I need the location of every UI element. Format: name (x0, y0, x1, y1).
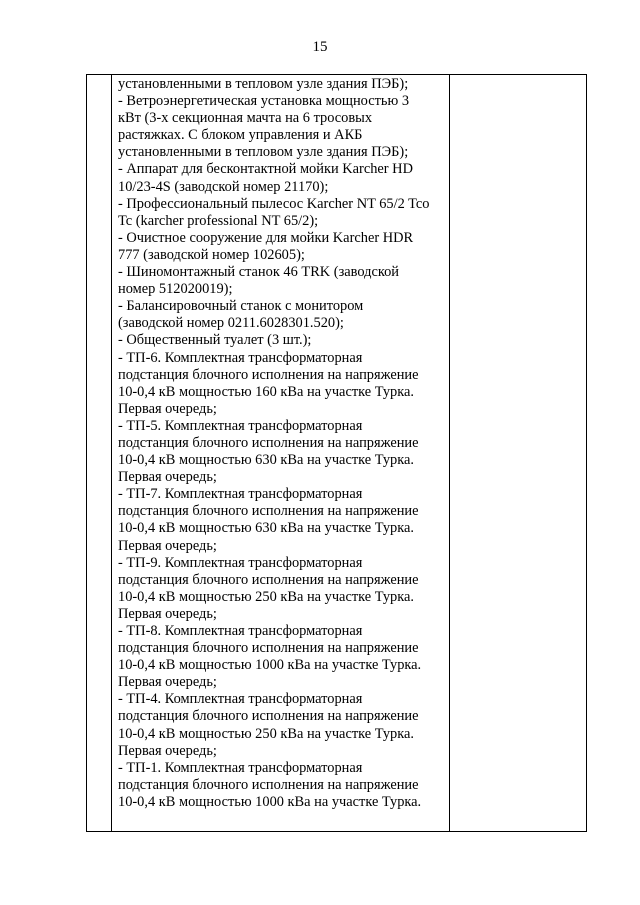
table-cell-line: подстанция блочного исполнения на напряжение (118, 366, 419, 383)
table-cell-line: подстанция блочного исполнения на напряжение (118, 434, 419, 451)
table-cell-line: - Ветроэнергетическая установка мощностью 3 (118, 93, 410, 110)
table-cell-line: - Профессиональный пылесос Karcher NT 65/2 Tco (118, 195, 430, 212)
table-cell-line: подстанция блочного исполнения на напряжение (118, 640, 419, 657)
table-cell-line: - Очистное сооружение для мойки Karcher HDR (118, 229, 414, 246)
table-cell-line: - Общественный туалет (3 шт.); (118, 332, 312, 349)
table-cell-line: подстанция блочного исполнения на напряжение (118, 571, 419, 588)
table-cell-line: Первая очередь; (118, 469, 217, 486)
table-cell-line: Первая очередь; (118, 742, 217, 759)
table-cell-line: установленными в тепловом узле здания ПЭБ); (118, 76, 409, 92)
table-cell-line: - ТП-7. Комплектная трансформаторная (118, 486, 363, 503)
table-cell-line: - ТП-8. Комплектная трансформаторная (118, 623, 363, 639)
table-cell-line: подстанция блочного исполнения на напряжение (118, 776, 419, 793)
table-cell-line: 10-0,4 кВ мощностью 160 кВа на участке Турка. (118, 383, 414, 400)
table-cell-line: 10-0,4 кВ мощностью 250 кВа на участке Турка. (118, 725, 414, 742)
table-cell-description (118, 76, 448, 811)
table-cell-line: Первая очередь; (118, 674, 217, 691)
table-cell-line: Первая очередь; (118, 400, 217, 417)
table-cell-line: 777 (заводской номер 102605); (118, 246, 305, 263)
table-cell-line: 10-0,4 кВ мощностью 250 кВа на участке Турка. (118, 588, 414, 605)
table-cell-line: - Балансировочный станок с монитором (118, 298, 364, 315)
table-cell-line: растяжках. С блоком управления и АКБ (118, 127, 363, 144)
table-cell-line: 10-0,4 кВ мощностью 1000 кВа на участке Турка. (118, 657, 422, 674)
document-table (86, 74, 587, 832)
table-cell-line: Первая очередь; (118, 537, 217, 554)
table-cell-line: - ТП-5. Комплектная трансформаторная (118, 417, 363, 434)
table-cell-line: 10-0,4 кВ мощностью 630 кВа на участке Турка. (118, 452, 414, 469)
table-cell-line: номер 512020019); (118, 281, 233, 298)
table-cell-line: подстанция блочного исполнения на напряжение (118, 503, 419, 520)
page-number: 15 (312, 39, 328, 55)
table-cell-line: Первая очередь; (118, 605, 217, 622)
table-cell-line: установленными в тепловом узле здания ПЭБ); (118, 144, 409, 161)
table-cell-line: 10-0,4 кВ мощностью 630 кВа на участке Турка. (118, 520, 414, 537)
table-cell-line: (заводской номер 0211.6028301.520); (118, 315, 344, 332)
table-cell-line: подстанция блочного исполнения на напряжение (118, 708, 419, 725)
table-cell-line: 10/23-4S (заводской номер 21170); (118, 178, 329, 195)
table-cell-line: - ТП-1. Комплектная трансформаторная (118, 759, 363, 776)
table-cell-line: - ТП-9. Комплектная трансформаторная (118, 554, 363, 571)
table-column-divider (449, 75, 450, 831)
table-cell-line: 10-0,4 кВ мощностью 1000 кВа на участке Турка. (118, 793, 422, 810)
table-cell-line: кВт (3-х секционная мачта на 6 тросовых (118, 110, 373, 127)
table-cell-line: Tc (karcher professional NT 65/2); (118, 212, 319, 229)
table-cell-line: - Шиномонтажный станок 46 TRK (заводской (118, 264, 399, 281)
table-cell-line: - Аппарат для бесконтактной мойки Karcher HD (118, 161, 413, 178)
table-column-divider (111, 75, 112, 831)
table-cell-line: - ТП-4. Комплектная трансформаторная (118, 691, 363, 708)
table-cell-line: - ТП-6. Комплектная трансформаторная (118, 349, 363, 366)
